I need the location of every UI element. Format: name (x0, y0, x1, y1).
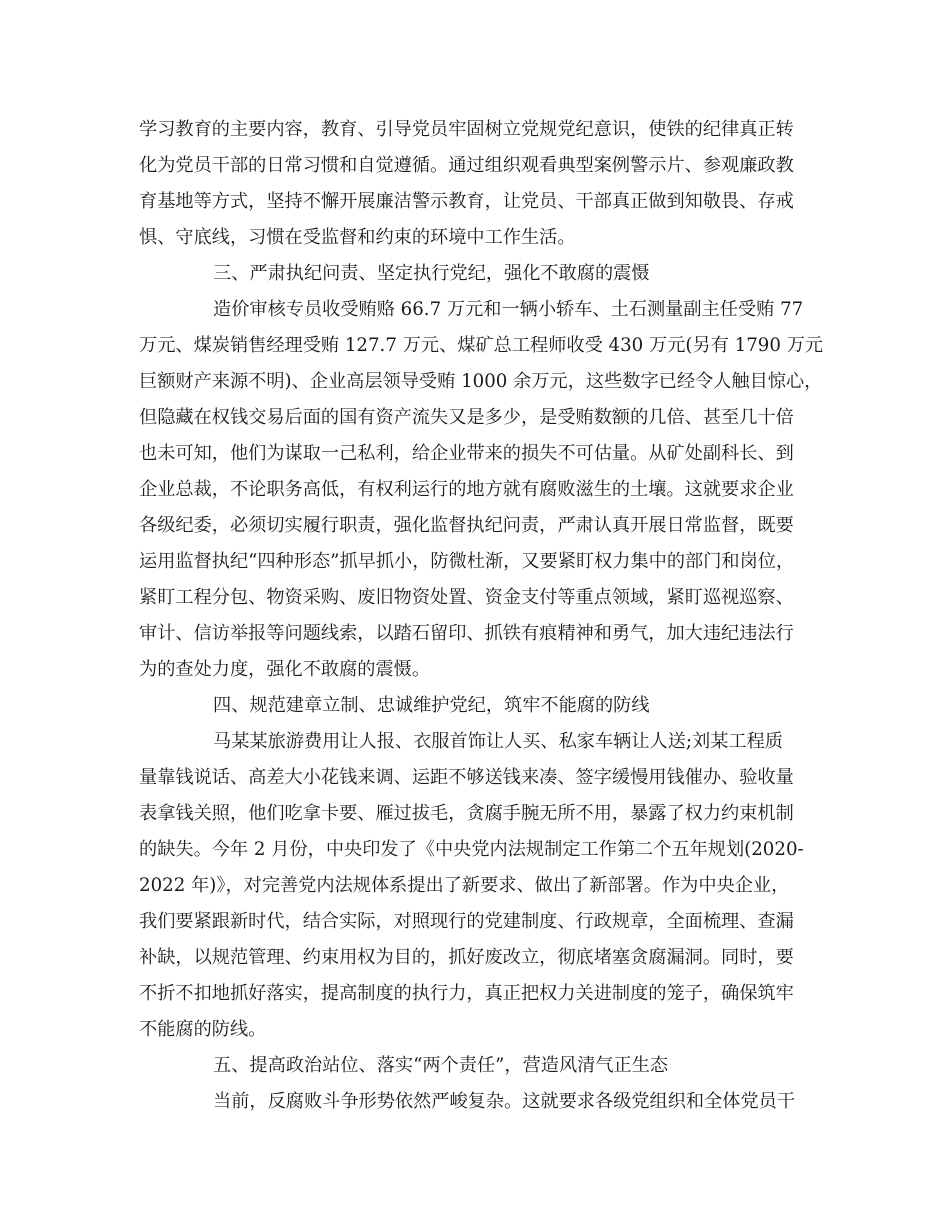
body-text-line: 各级纪委，必须切实履行职责，强化监督执纪问责，严肃认真开展日常监督，既要 (139, 515, 794, 536)
body-text-line: 紧盯工程分包、物资采购、废旧物资处置、资金支付等重点领域，紧盯巡视巡察、 (139, 587, 794, 608)
body-text-line: 但隐藏在权钱交易后面的国有资产流失又是多少，是受贿数额的几倍、甚至几十倍 (139, 407, 794, 428)
body-text-line: 造价审核专员收受贿赂 66.7 万元和一辆小轿车、土石测量副主任受贿 77 (213, 299, 804, 320)
body-text-line: 不能腐的防线。 (139, 1019, 267, 1040)
body-text-line: 化为党员干部的日常习惯和自觉遵循。通过组织观看典型案例警示片、参观廉政教 (139, 155, 794, 176)
body-text-line: 运用监督执纪“四种形态”抓早抓小，防微杜渐，又要紧盯权力集中的部门和岗位， (139, 551, 795, 572)
body-text-line: 审计、信访举报等问题线索，以踏石留印、抓铁有痕精神和勇气，加大违纪违法行 (139, 623, 794, 644)
body-text-line: 惧、守底线，习惯在受监督和约束的环境中工作生活。 (139, 227, 576, 248)
section-heading-4: 四、规范建章立制、忠诚维护党纪，筑牢不能腐的防线 (213, 695, 650, 716)
body-text-line: 的缺失。今年 2 月份，中央印发了《中央党内法规制定工作第二个五年规划(2020- (139, 839, 804, 860)
body-text-line: 2022 年)》，对完善党内法规体系提出了新要求、做出了新部署。作为中央企业， (139, 875, 790, 896)
body-text-line: 不折不扣地抓好落实，提高制度的执行力，真正把权力关进制度的笼子，确保筑牢 (139, 983, 794, 1004)
body-text-line: 也未可知，他们为谋取一己私利，给企业带来的损失不可估量。从矿处副科长、到 (139, 443, 794, 464)
body-text-line: 我们要紧跟新时代，结合实际，对照现行的党建制度、行政规章，全面梳理、查漏 (139, 911, 794, 932)
body-text-line: 巨额财产来源不明)、企业高层领导受贿 1000 余万元，这些数字已经令人触目惊心， (139, 371, 823, 392)
section-heading-5: 五、提高政治站位、落实“两个责任”，营造风清气正生态 (213, 1055, 669, 1076)
body-text-line: 育基地等方式，坚持不懈开展廉洁警示教育，让党员、干部真正做到知敬畏、存戒 (139, 191, 794, 212)
body-text-line: 当前，反腐败斗争形势依然严峻复杂。这就要求各级党组织和全体党员干 (213, 1091, 796, 1112)
body-text-line: 为的查处力度，强化不敢腐的震慑。 (139, 659, 431, 680)
body-text-line: 万元、煤炭销售经理受贿 127.7 万元、煤矿总工程师收受 430 万元(另有 1790 万元 (139, 335, 824, 356)
body-text-line: 补缺，以规范管理、约束用权为目的，抓好废改立，彻底堵塞贪腐漏洞。同时，要 (139, 947, 794, 968)
body-text-line: 表拿钱关照，他们吃拿卡要、雁过拔毛，贪腐手腕无所不用，暴露了权力约束机制 (139, 803, 794, 824)
section-heading-3: 三、严肃执纪问责、坚定执行党纪，强化不敢腐的震慑 (213, 263, 650, 284)
body-text-line: 量靠钱说话、高差大小花钱来调、运距不够送钱来凑、签字缓慢用钱催办、验收量 (139, 767, 794, 788)
body-text-line: 企业总裁，不论职务高低，有权利运行的地方就有腐败滋生的土壤。这就要求企业 (139, 479, 794, 500)
body-text-line: 马某某旅游费用让人报、衣服首饰让人买、私家车辆让人送;刘某工程质 (213, 731, 783, 752)
body-text-line: 学习教育的主要内容，教育、引导党员牢固树立党规党纪意识，使铁的纪律真正转 (139, 119, 794, 140)
